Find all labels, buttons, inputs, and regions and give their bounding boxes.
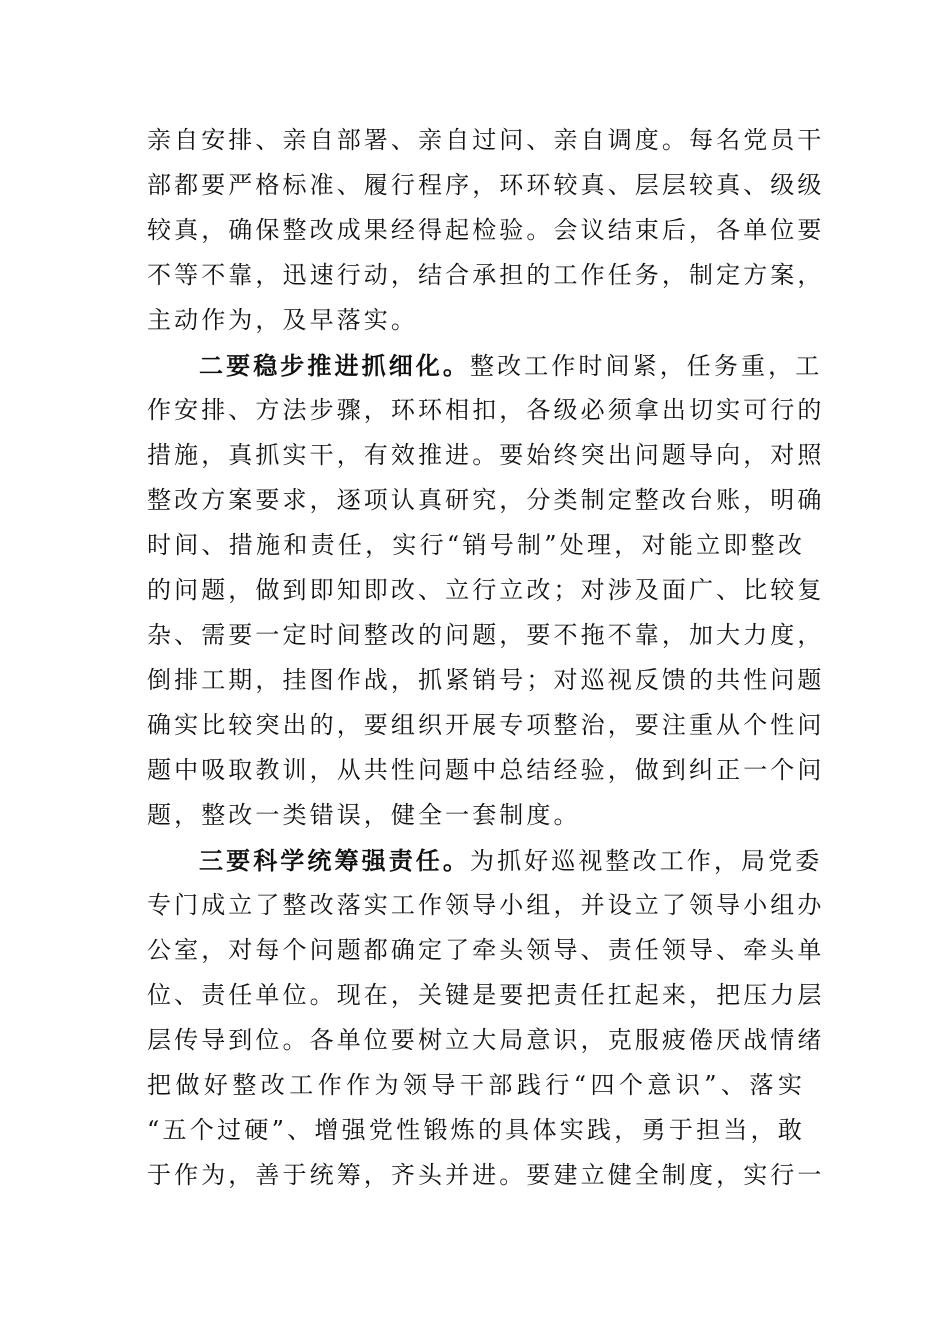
- text-line: 专门成立了整改落实工作领导小组，并设立了领导小组办: [147, 891, 825, 919]
- text-line: 确实比较突出的，要组织开展专项整治，要注重从个性问: [147, 711, 825, 739]
- text-line: 时间、措施和责任，实行“销号制”处理，对能立即整改: [147, 531, 805, 559]
- text-line: 倒排工期，挂图作战，抓紧销号；对巡视反馈的共性问题: [147, 666, 825, 694]
- text-line: 公室，对每个问题都确定了牵头领导、责任领导、牵头单: [147, 936, 825, 964]
- text-line: “五个过硬”、增强党性锻炼的具体实践，勇于担当，敢: [147, 1116, 805, 1144]
- text-line: 措施，真抓实干，有效推进。要始终突出问题导向，对照: [147, 441, 825, 469]
- text-line: 亲自安排、亲自部署、亲自过问、亲自调度。每名党员干: [147, 126, 825, 154]
- text-line: 部都要严格标准、履行程序，环环较真、层层较真、级级: [147, 171, 825, 199]
- text-line: 层传导到位。各单位要树立大局意识，克服疲倦厌战情绪: [147, 1026, 825, 1054]
- paragraph-heading: 二要稳步推进抓细化。: [199, 351, 470, 380]
- paragraph-first-line: [147, 343, 823, 388]
- paragraph-heading: 三要科学统筹强责任。: [199, 846, 470, 875]
- text-line: 把做好整改工作作为领导干部践行“四个意识”、落实: [147, 1071, 805, 1099]
- text-run: 整改工作时间紧，任务重，工: [470, 352, 823, 380]
- text-line: 杂、需要一定时间整改的问题，要不拖不靠，加大力度，: [147, 621, 825, 649]
- text-line: 较真，确保整改成果经得起检验。会议结束后，各单位要: [147, 216, 825, 244]
- body-text: [147, 118, 825, 1198]
- text-line: 整改方案要求，逐项认真研究，分类制定整改台账，明确: [147, 486, 825, 514]
- text-line: 题，整改一类错误，健全一套制度。: [147, 801, 581, 829]
- text-run: 为抓好巡视整改工作，局党委: [470, 847, 823, 875]
- text-line: 的问题，做到即知即改、立行立改；对涉及面广、比较复: [147, 576, 825, 604]
- text-line: 题中吸取教训，从共性问题中总结经验，做到纠正一个问: [147, 756, 825, 784]
- text-line: 于作为，善于统筹，齐头并进。要建立健全制度，实行一: [147, 1161, 825, 1189]
- text-line: 作安排、方法步骤，环环相扣，各级必须拿出切实可行的: [147, 396, 825, 424]
- text-line: 位、责任单位。现在，关键是要把责任扛起来，把压力层: [147, 981, 825, 1009]
- text-line: 不等不靠，迅速行动，结合承担的工作任务，制定方案，: [147, 261, 825, 289]
- paragraph-first-line: [147, 838, 823, 883]
- text-line: 主动作为，及早落实。: [147, 306, 418, 334]
